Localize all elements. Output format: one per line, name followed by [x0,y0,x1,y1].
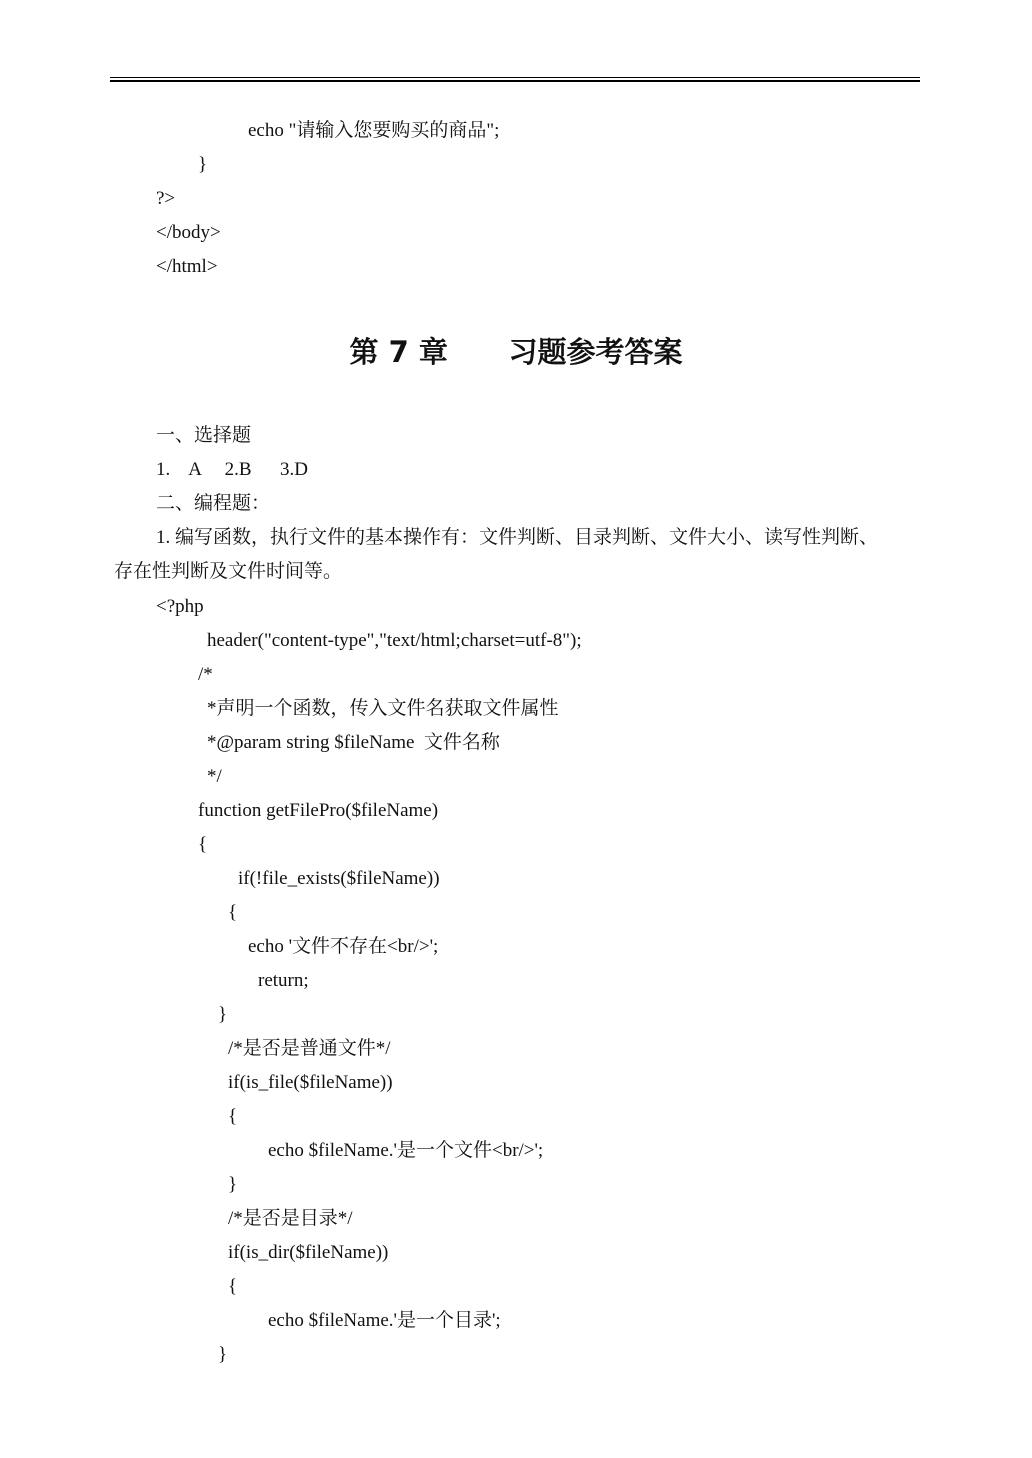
code-line: } [218,1004,228,1025]
code-line: { [228,902,238,923]
code-line: { [198,834,208,855]
code-line: <?php [156,596,204,617]
code-line: return; [258,970,309,991]
header-rule-thick [110,80,920,82]
question-text: 存在性判断及文件时间等。 [114,561,343,582]
code-line: ?> [156,188,176,209]
code-line: if(is_dir($fileName)) [228,1242,389,1263]
code-line: </html> [156,256,218,277]
code-line: </body> [156,222,221,243]
section-heading: 一、选择题 [156,425,252,446]
code-comment: *声明一个函数，传入文件名获取文件属性 [207,698,559,719]
code-line: if(!file_exists($fileName)) [238,868,440,889]
header-rule-thin [110,77,920,78]
code-comment: /*是否是目录*/ [228,1208,353,1229]
code-line: { [228,1276,238,1297]
code-line: function getFilePro($fileName) [198,800,439,821]
code-line: echo "请输入您要购买的商品"; [248,120,500,141]
section-heading: 二、编程题： [156,493,271,514]
code-line: echo '文件不存在<br/>'; [248,936,439,957]
code-comment: /* [198,664,213,685]
code-comment: */ [207,766,222,787]
code-line: } [228,1174,238,1195]
question-text: 1. 编写函数，执行文件的基本操作有：文件判断、目录判断、文件大小、读写性判断、 [156,527,879,548]
code-line: echo $fileName.'是一个文件<br/>'; [268,1140,544,1161]
answer-line: 1. A 2.B 3.D [156,459,309,480]
code-comment: /*是否是普通文件*/ [228,1038,391,1059]
chapter-title: 第 7 章 习题参考答案 [349,335,683,369]
code-line: header("content-type","text/html;charset=utf-8"); [207,630,582,651]
code-line: echo $fileName.'是一个目录'; [268,1310,501,1331]
code-line: } [198,154,208,175]
code-line: } [218,1344,228,1365]
code-line: { [228,1106,238,1127]
code-line: if(is_file($fileName)) [228,1072,393,1093]
code-comment: *@param string $fileName 文件名称 [207,732,500,753]
